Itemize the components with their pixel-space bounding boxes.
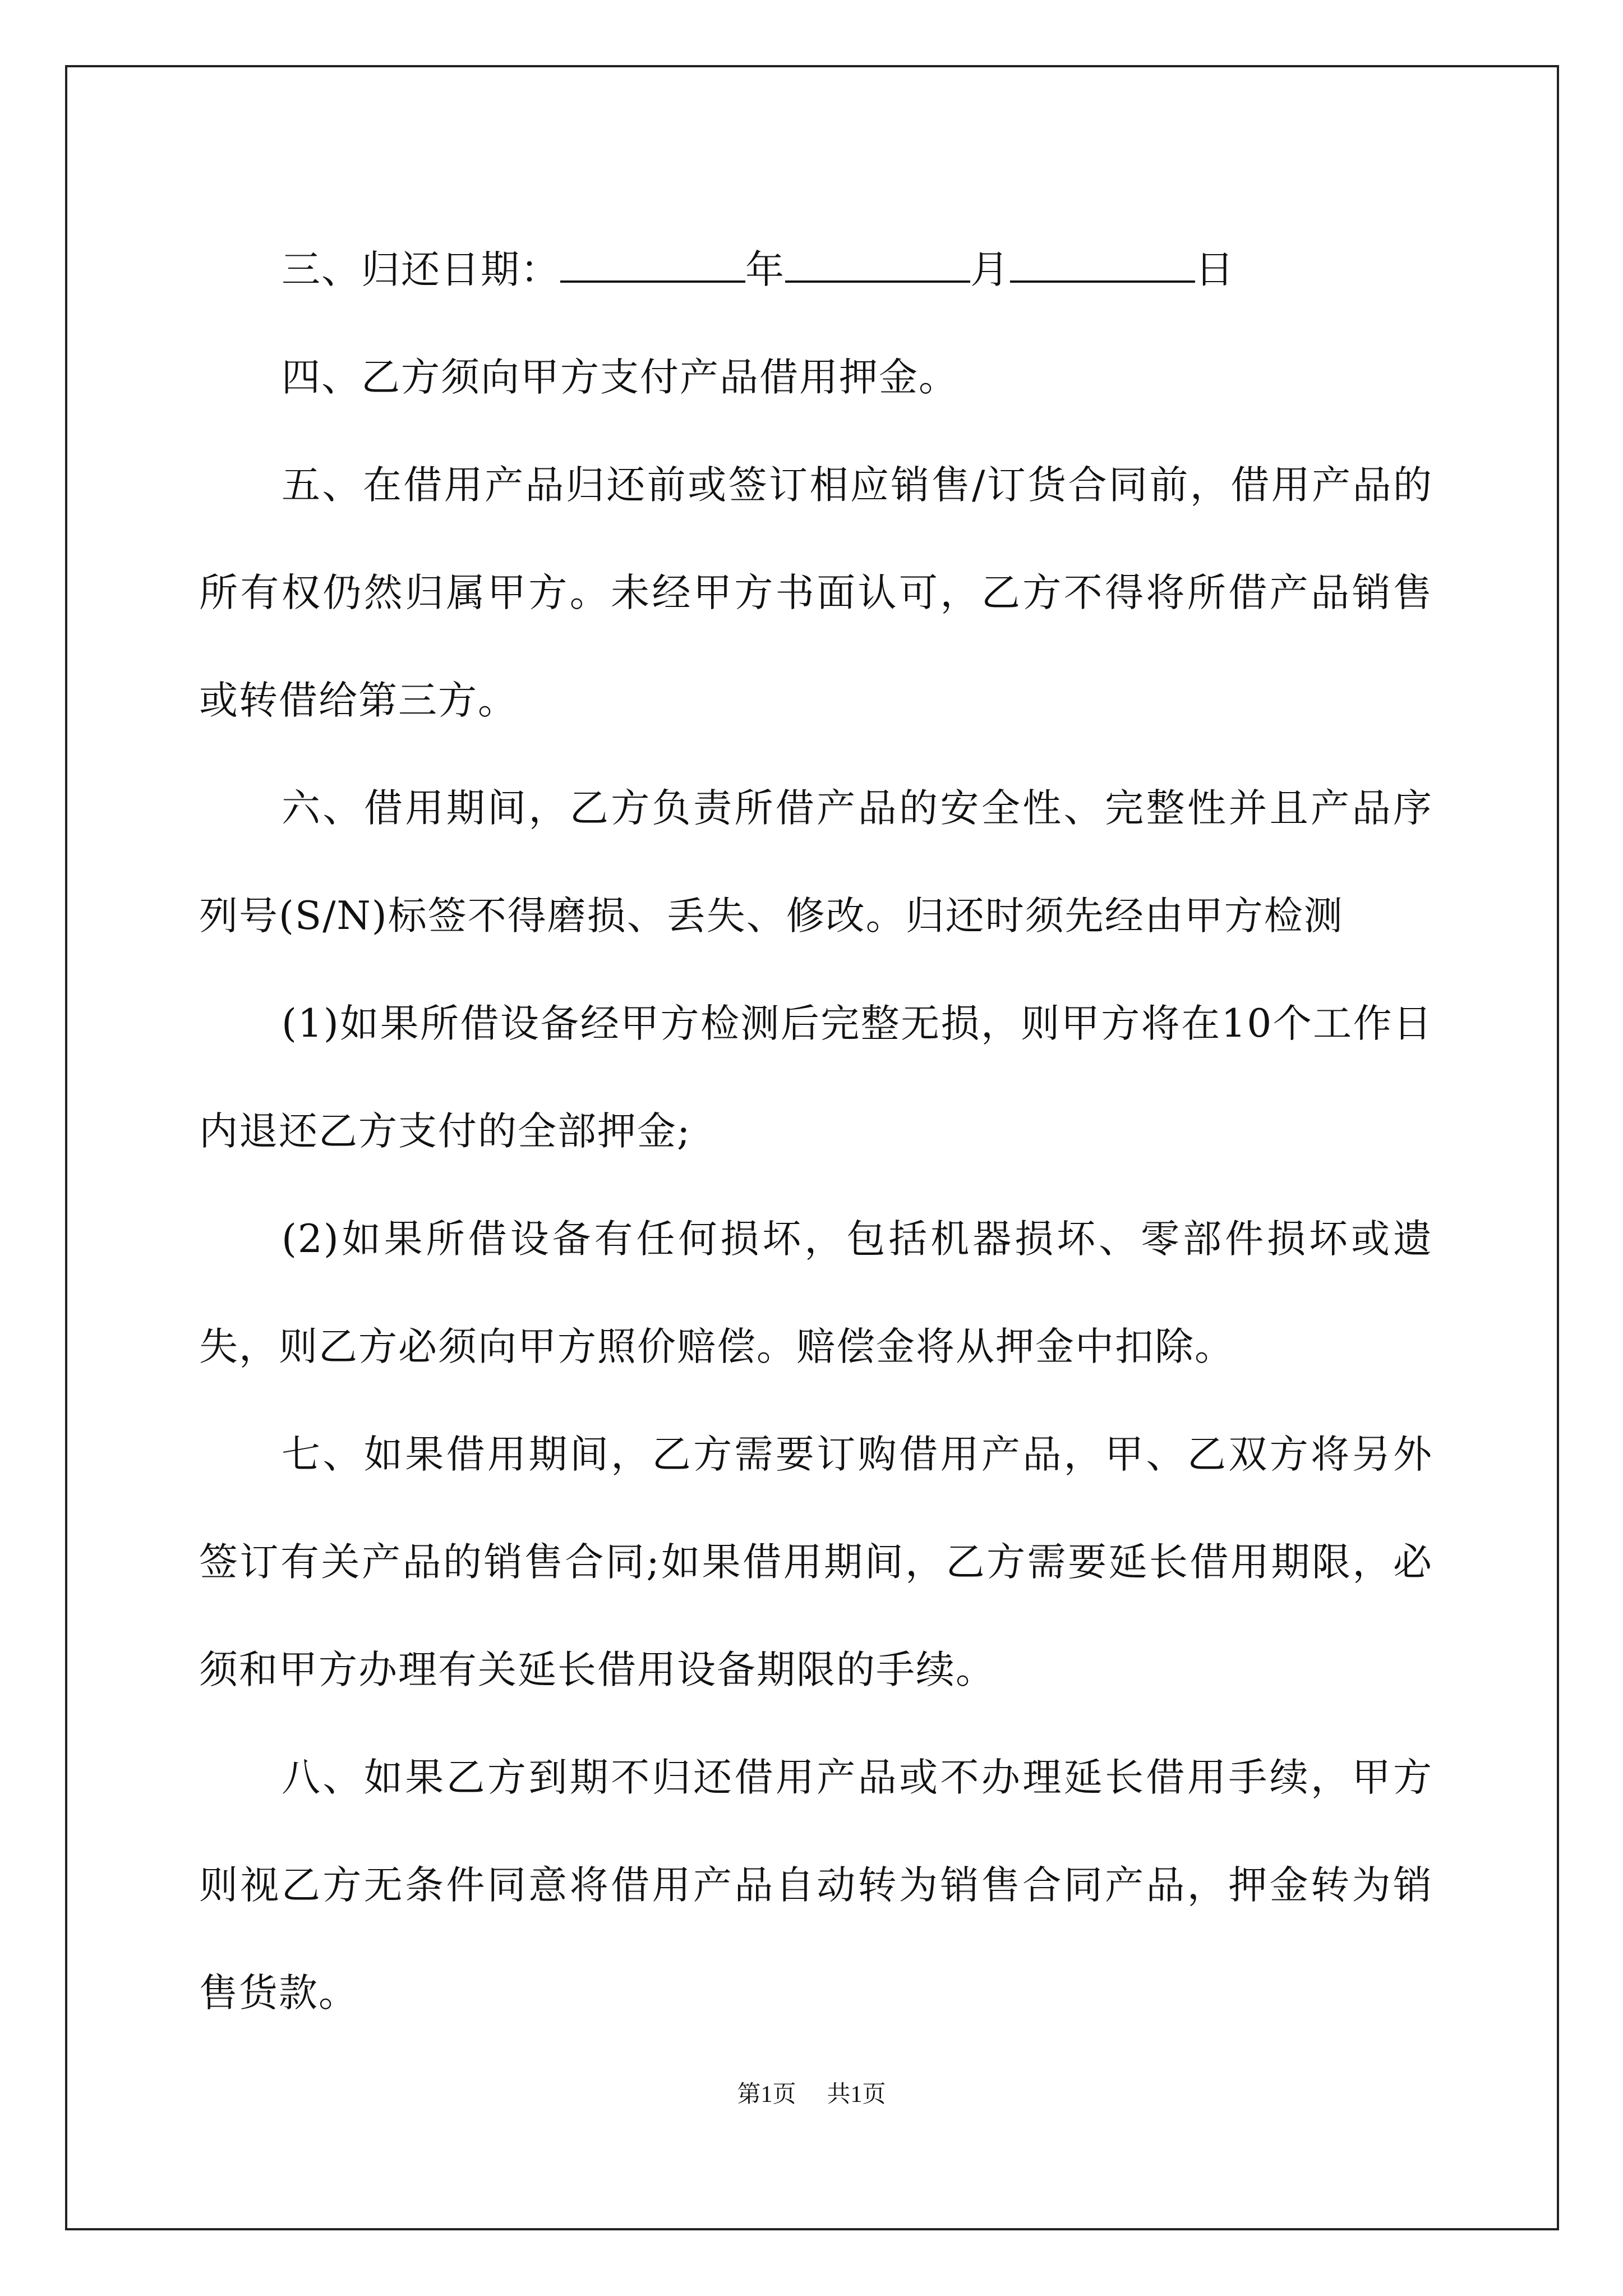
page-total: 共1页 <box>827 2082 886 2108</box>
date-prefix: 三、归还日期： <box>282 247 560 292</box>
day-label: 日 <box>1195 247 1235 292</box>
year-label: 年 <box>745 247 785 292</box>
paragraph-7: 七、如果借用期间，乙方需要订购借用产品，甲、乙双方将另外签订有关产品的销售合同;如果借用期间，乙方需要延长借用期限，必须和甲方办理有关延长借用设备期限的手续。 <box>199 1432 1433 1692</box>
paragraph-4: 四、乙方须向甲方支付产品借用押金。 <box>282 355 958 400</box>
year-blank <box>560 247 745 283</box>
paragraph-5: 五、在借用产品归还前或签订相应销售/订货合同前，借用产品的所有权仍然归属甲方。未经甲方书面认可，乙方不得将所借产品销售或转借给第三方。 <box>199 463 1433 723</box>
month-blank <box>785 247 970 283</box>
paragraph-6-2: (2)如果所借设备有任何损坏，包括机器损坏、零部件损坏或遗失，则乙方必须向甲方照价赔偿。赔偿金将从押金中扣除。 <box>199 1217 1433 1369</box>
month-label: 月 <box>970 247 1010 292</box>
paragraph-6-1: (1)如果所借设备经甲方检测后完整无损，则甲方将在10个工作日内退还乙方支付的全部押金; <box>199 1001 1433 1154</box>
page-number: 第1页 <box>737 2082 796 2108</box>
page-footer <box>0 2076 1623 2109</box>
document-body <box>199 216 1433 2047</box>
date-line <box>199 216 1433 324</box>
paragraph-6: 六、借用期间，乙方负责所借产品的安全性、完整性并且产品序列号(S/N)标签不得磨损、丢失、修改。归还时须先经由甲方检测 <box>199 786 1433 938</box>
paragraph-8: 八、如果乙方到期不归还借用产品或不办理延长借用手续，甲方则视乙方无条件同意将借用产品自动转为销售合同产品，押金转为销售货款。 <box>199 1755 1433 2016</box>
day-blank <box>1010 247 1195 283</box>
